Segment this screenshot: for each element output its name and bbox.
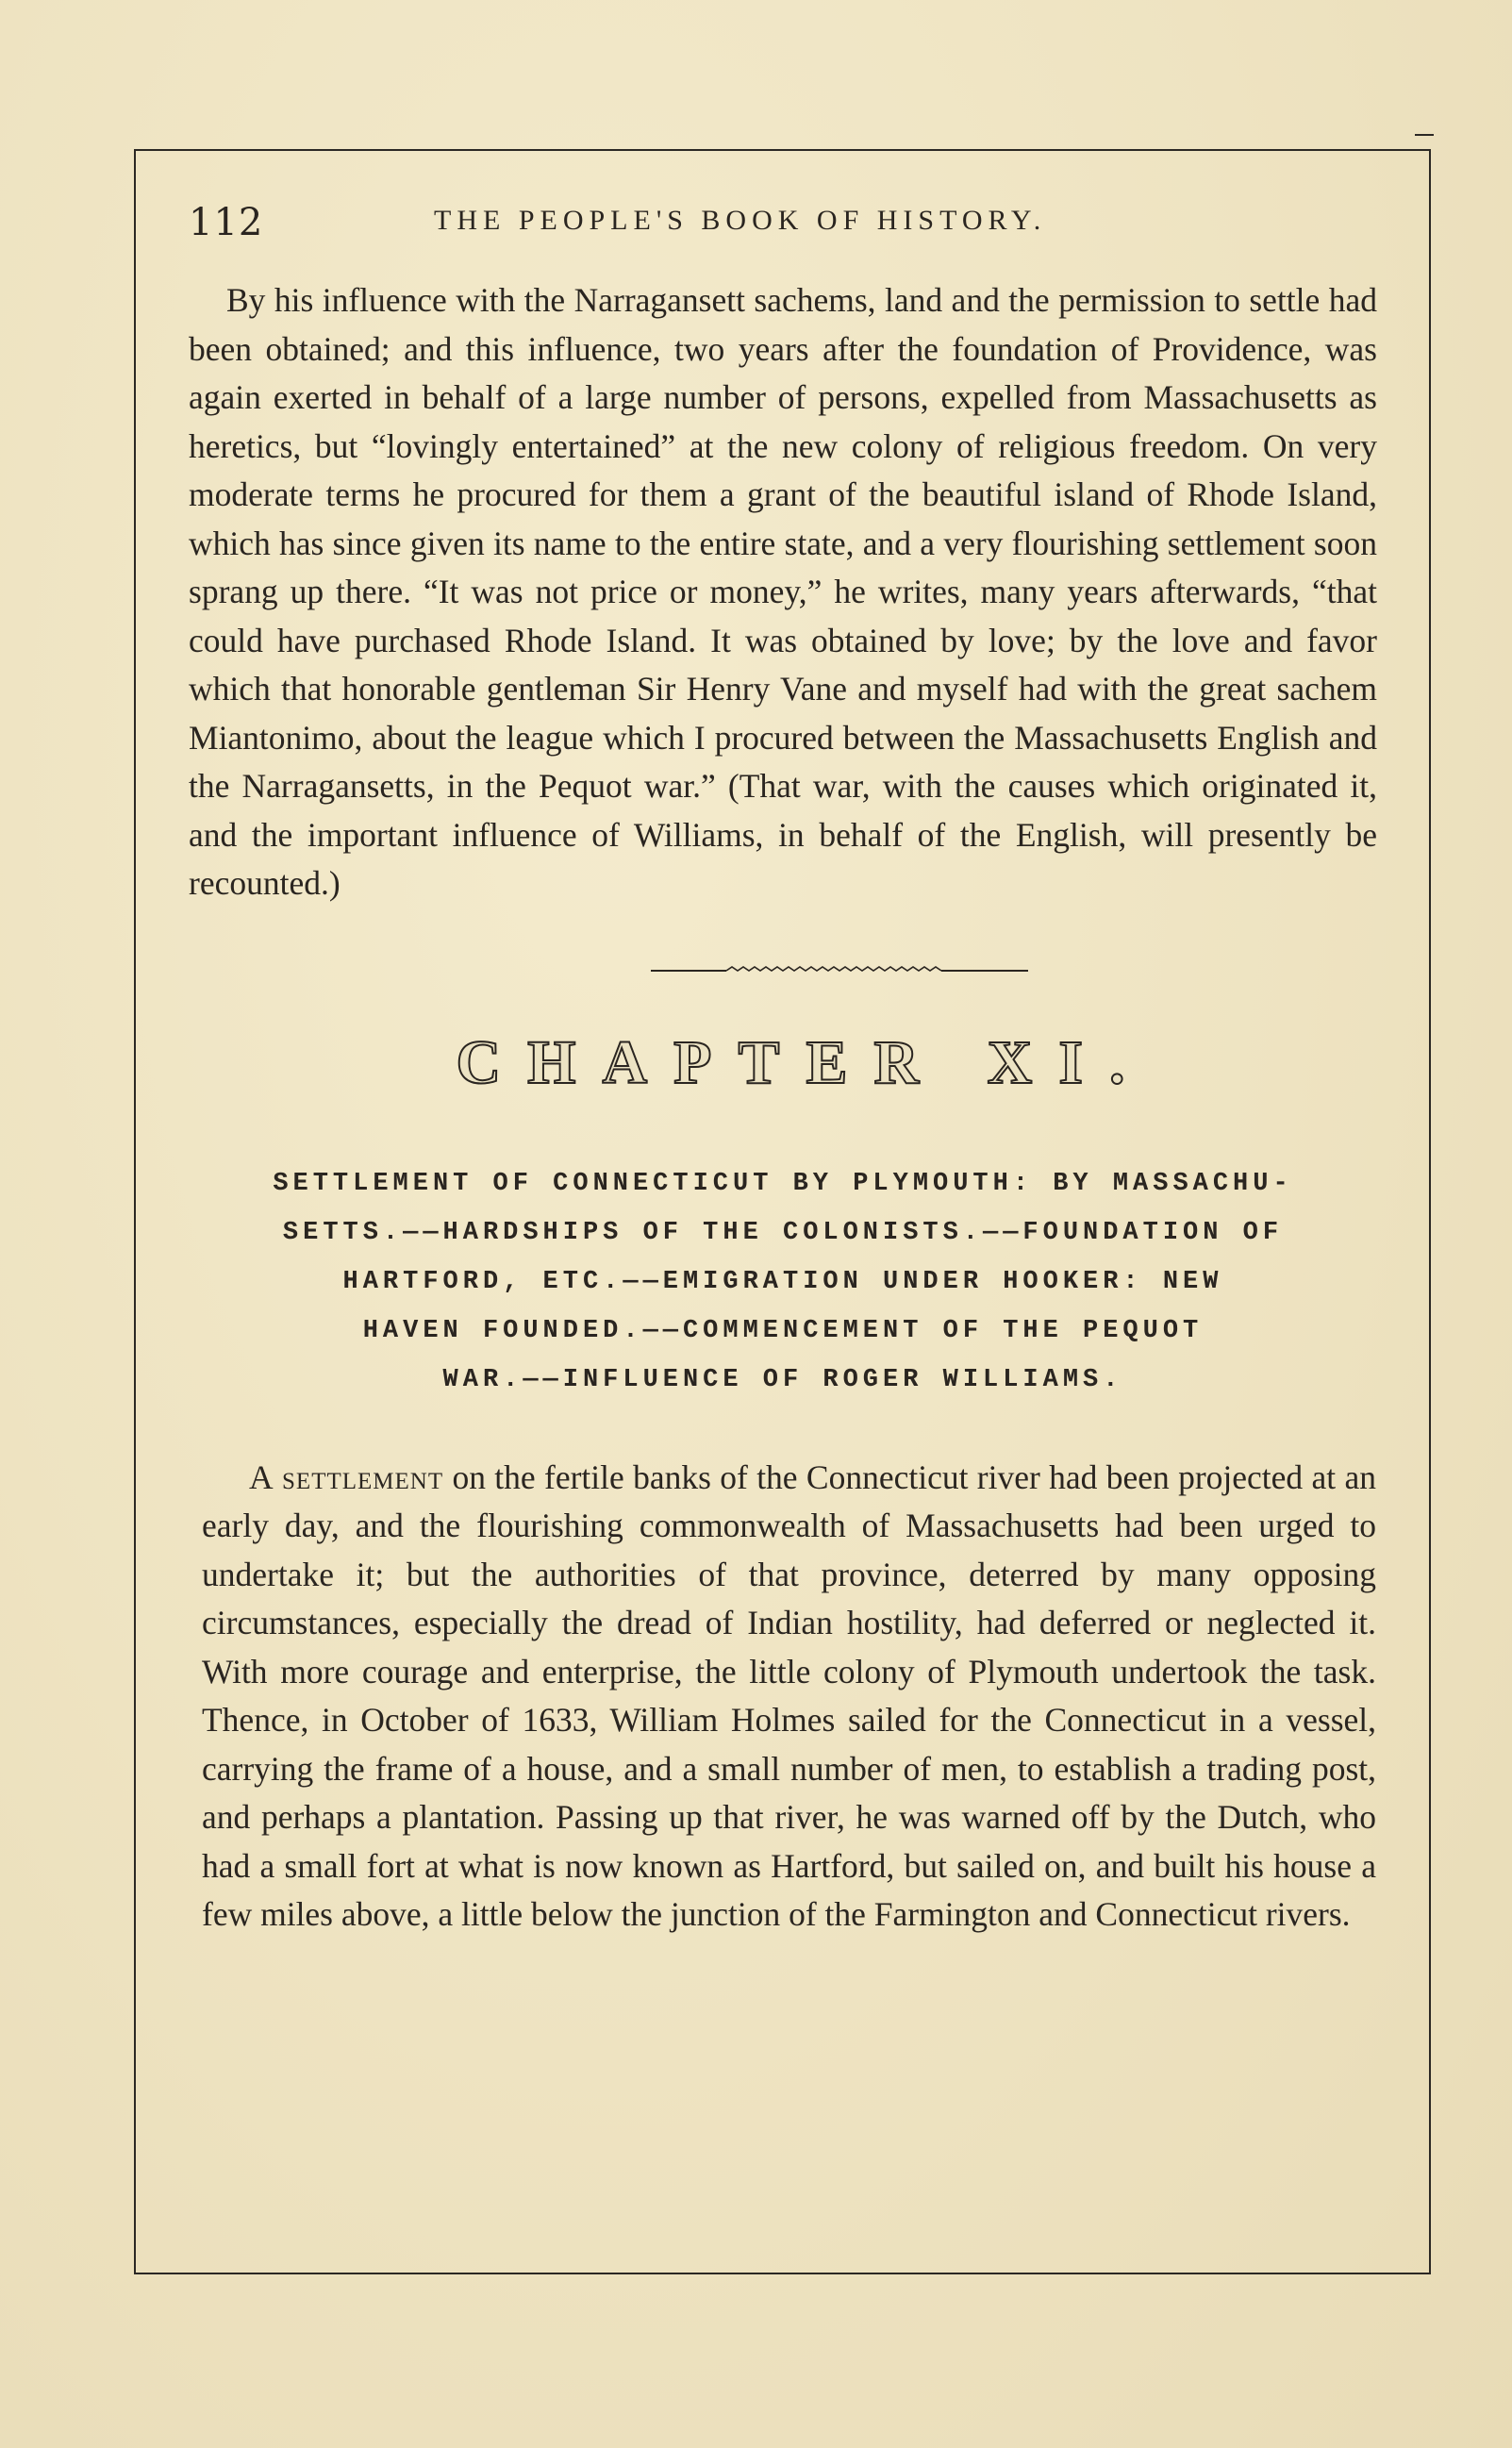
chapter-summary-line: WAR.——INFLUENCE OF ROGER WILLIAMS.	[442, 1365, 1123, 1394]
paragraph-lead-words: A settlement	[249, 1457, 444, 1496]
book-page	[189, 193, 1377, 1940]
chapter-title: CHAPTER XI.	[456, 1027, 1152, 1097]
paragraph-roger-williams: By his influence with the Narragansett sachems, land and the permission to settle had been obtained; and this influence, two years after the foundation of Providence, was again exerted in behalf of a large number of persons, expelled from Massachusetts as heretics, but “lovingly entertained” at the new colony of religious freedom. On very moderate terms he procured for them a grant of the beautiful island of Rhode Island, which has since given its name to the entire state, and a very flourishing settlement soon sprang up there. “It was not price or money,” he writes, many years afterwards, “that could have purchased Rhode Island. It was obtained by love; by the love and favor which that honorable gentleman Sir Henry Vane and myself had with the great sachem Miantonimo, about the league which I procured between the Massachusetts English and the Narragansetts, in the Pequot war.” (That war, with the causes which originated it, and the important influence of Williams, in behalf of the English, will presently be recounted.)	[189, 281, 1377, 902]
section-divider-ornament	[651, 959, 1028, 978]
chapter-summary-line: HAVEN FOUNDED.——COMMENCEMENT OF THE PEQUOT	[362, 1316, 1204, 1345]
running-head	[189, 193, 1377, 250]
paragraph-body: on the fertile banks of the Connecticut river had been projected at an early day, and the flourishing commonwealth of Massachusetts had been urged to undertake it; but the authorities of that province, deterred by many opposing circumstances, especially the dread of Indian hostility, had deferred or neglected it. With more courage and enterprise, the little colony of Plymouth undertook the task. Thence, in October of 1633, William Holmes sailed for the Connecticut in a vessel, carrying the frame of a house, and a small number of men, to establish a trading post, and perhaps a plantation. Passing up that river, he was warned off by the Dutch, who had a small fort at what is now known as Hartford, but sailed on, and built his house a few miles above, a little below the junction of the Farmington and Connecticut rivers.	[202, 1457, 1376, 1933]
paragraph-connecticut-settlement	[202, 1454, 1376, 1940]
chapter-summary-line: SETTS.——HARDSHIPS OF THE COLONISTS.——FOUNDATION OF	[282, 1218, 1284, 1247]
page-number: 112	[189, 201, 264, 244]
chapter-summary-line: HARTFORD, ETC.——EMIGRATION UNDER HOOKER: NEW	[342, 1267, 1223, 1296]
chapter-summary-line: SETTLEMENT OF CONNECTICUT BY PLYMOUTH: BY MASSACHU-	[273, 1169, 1293, 1198]
border-rule	[1415, 134, 1434, 136]
chapter-summary	[189, 1159, 1377, 1405]
running-head-title: THE PEOPLE'S BOOK OF HISTORY.	[434, 205, 1047, 236]
